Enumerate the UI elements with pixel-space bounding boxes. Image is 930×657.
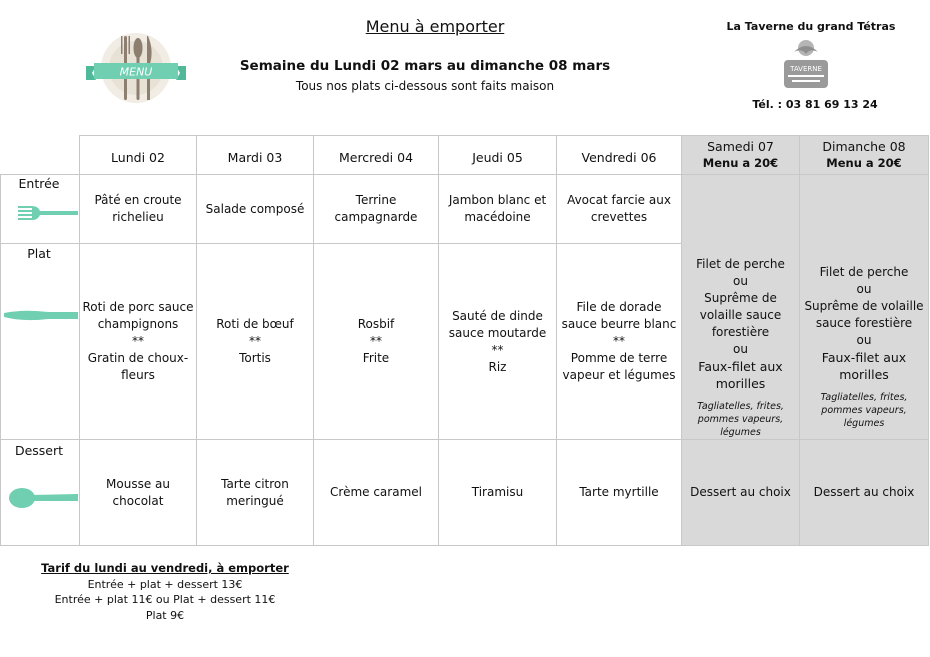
dessert-monday: Mousse au chocolat [79,439,197,546]
subtitle: Tous nos plats ci-dessous sont faits maison [295,79,555,93]
menu-price: Menu a 20€ [826,156,902,170]
plat-side: Pomme de terre vapeur et légumes [562,351,676,382]
tavern-logo-text: TAVERNE [790,65,822,73]
row-label-entree: Entrée [18,176,60,191]
day-header-friday: Vendredi 06 [556,135,682,175]
dessert-thursday: Tiramisu [438,439,557,546]
tavern-logo-icon [780,36,832,92]
logo-text: MENU [119,65,153,79]
day-label: Samedi 07 [707,139,774,154]
day-header-sunday [799,135,929,175]
day-header-tuesday: Mardi 03 [196,135,314,175]
fork-icon [16,204,78,222]
plat-sunday [799,243,929,440]
plat-separator: ** [491,342,504,357]
spoon-icon [8,486,78,510]
plat-monday [79,243,197,440]
pricing-line: Plat 9€ [145,608,185,622]
plat-tuesday [196,243,314,440]
entree-thursday: Jambon blanc et macédoine [438,174,557,244]
plat-option-3: Faux-filet aux morilles [821,350,907,382]
plat-sides: Tagliatelles, frites, pommes vapeurs, légumes [820,392,908,429]
entree-monday: Pâté en croute richelieu [79,174,197,244]
plat-separator: ** [249,334,261,348]
day-header-thursday: Jeudi 05 [438,135,557,175]
entree-tuesday: Salade composé [196,174,314,244]
plat-option-3: Faux-filet aux morilles [698,358,783,391]
plat-side: Riz [488,359,507,374]
plat-friday [556,243,682,440]
row-divider [0,174,1,546]
plat-wednesday [313,243,439,440]
plat-side: Frite [362,351,390,365]
plat-or: ou [856,333,872,347]
restaurant-name: La Taverne du grand Tétras [726,20,896,33]
week-heading: Semaine du Lundi 02 mars au dimanche 08 mars [239,58,611,74]
plat-separator: ** [370,334,382,348]
row-divider [0,243,80,244]
plat-side: Tortis [239,351,271,365]
row-divider [0,174,80,175]
phone-number: Tél. : 03 81 69 13 24 [752,98,878,111]
pricing-block [40,561,290,623]
plat-side: Gratin de choux-fleurs [87,351,189,382]
day-label: Dimanche 08 [822,139,906,154]
plat-separator: ** [132,334,144,348]
plat-main: Rosbif [357,317,395,331]
plat-thursday [438,243,557,440]
pricing-line: Entrée + plat 11€ ou Plat + dessert 11€ [54,593,276,606]
plat-main: Sauté de dinde sauce moutarde [448,308,547,340]
dessert-friday: Tarte myrtille [556,439,682,546]
plat-sides: Tagliatelles, frites, pommes vapeurs, légumes [697,400,784,438]
plat-saturday [681,243,800,440]
menu-logo-icon [84,30,188,106]
menu-price: Menu a 20€ [702,156,779,170]
plat-option-1: Filet de perche [819,265,909,279]
row-label-dessert: Dessert [14,443,64,458]
plat-main: File de dorade sauce beurre blanc [561,300,677,331]
plat-option-2: Suprême de volaille sauce forestière [804,299,924,330]
day-header-monday: Lundi 02 [79,135,197,175]
entree-sunday [799,174,929,244]
plat-or: ou [733,341,748,356]
plat-option-2: Suprême de volaille sauce forestière [699,290,782,339]
dessert-saturday: Dessert au choix [681,439,800,546]
knife-icon [4,309,78,323]
entree-wednesday: Terrine campagnarde [313,174,439,244]
day-header-wednesday: Mercredi 04 [313,135,439,175]
plat-or: ou [856,282,872,296]
entree-saturday [681,174,800,244]
entree-friday: Avocat farcie aux crevettes [556,174,682,244]
plat-or: ou [733,273,748,288]
day-header-saturday [681,135,800,175]
plat-separator: ** [613,334,625,348]
plat-main: Roti de bœuf [216,317,294,331]
pricing-title: Tarif du lundi au vendredi, à emporter [41,561,289,575]
plat-main: Roti de porc sauce champignons [82,300,194,331]
dessert-sunday: Dessert au choix [799,439,929,546]
row-divider [0,545,80,546]
dessert-tuesday: Tarte citron meringué [196,439,314,546]
pricing-line: Entrée + plat + dessert 13€ [87,577,243,591]
page-title: Menu à emporter [365,17,505,36]
row-divider [0,439,80,440]
dessert-wednesday: Crème caramel [313,439,439,546]
row-label-plat: Plat [27,246,51,261]
plat-option-1: Filet de perche [696,256,785,271]
